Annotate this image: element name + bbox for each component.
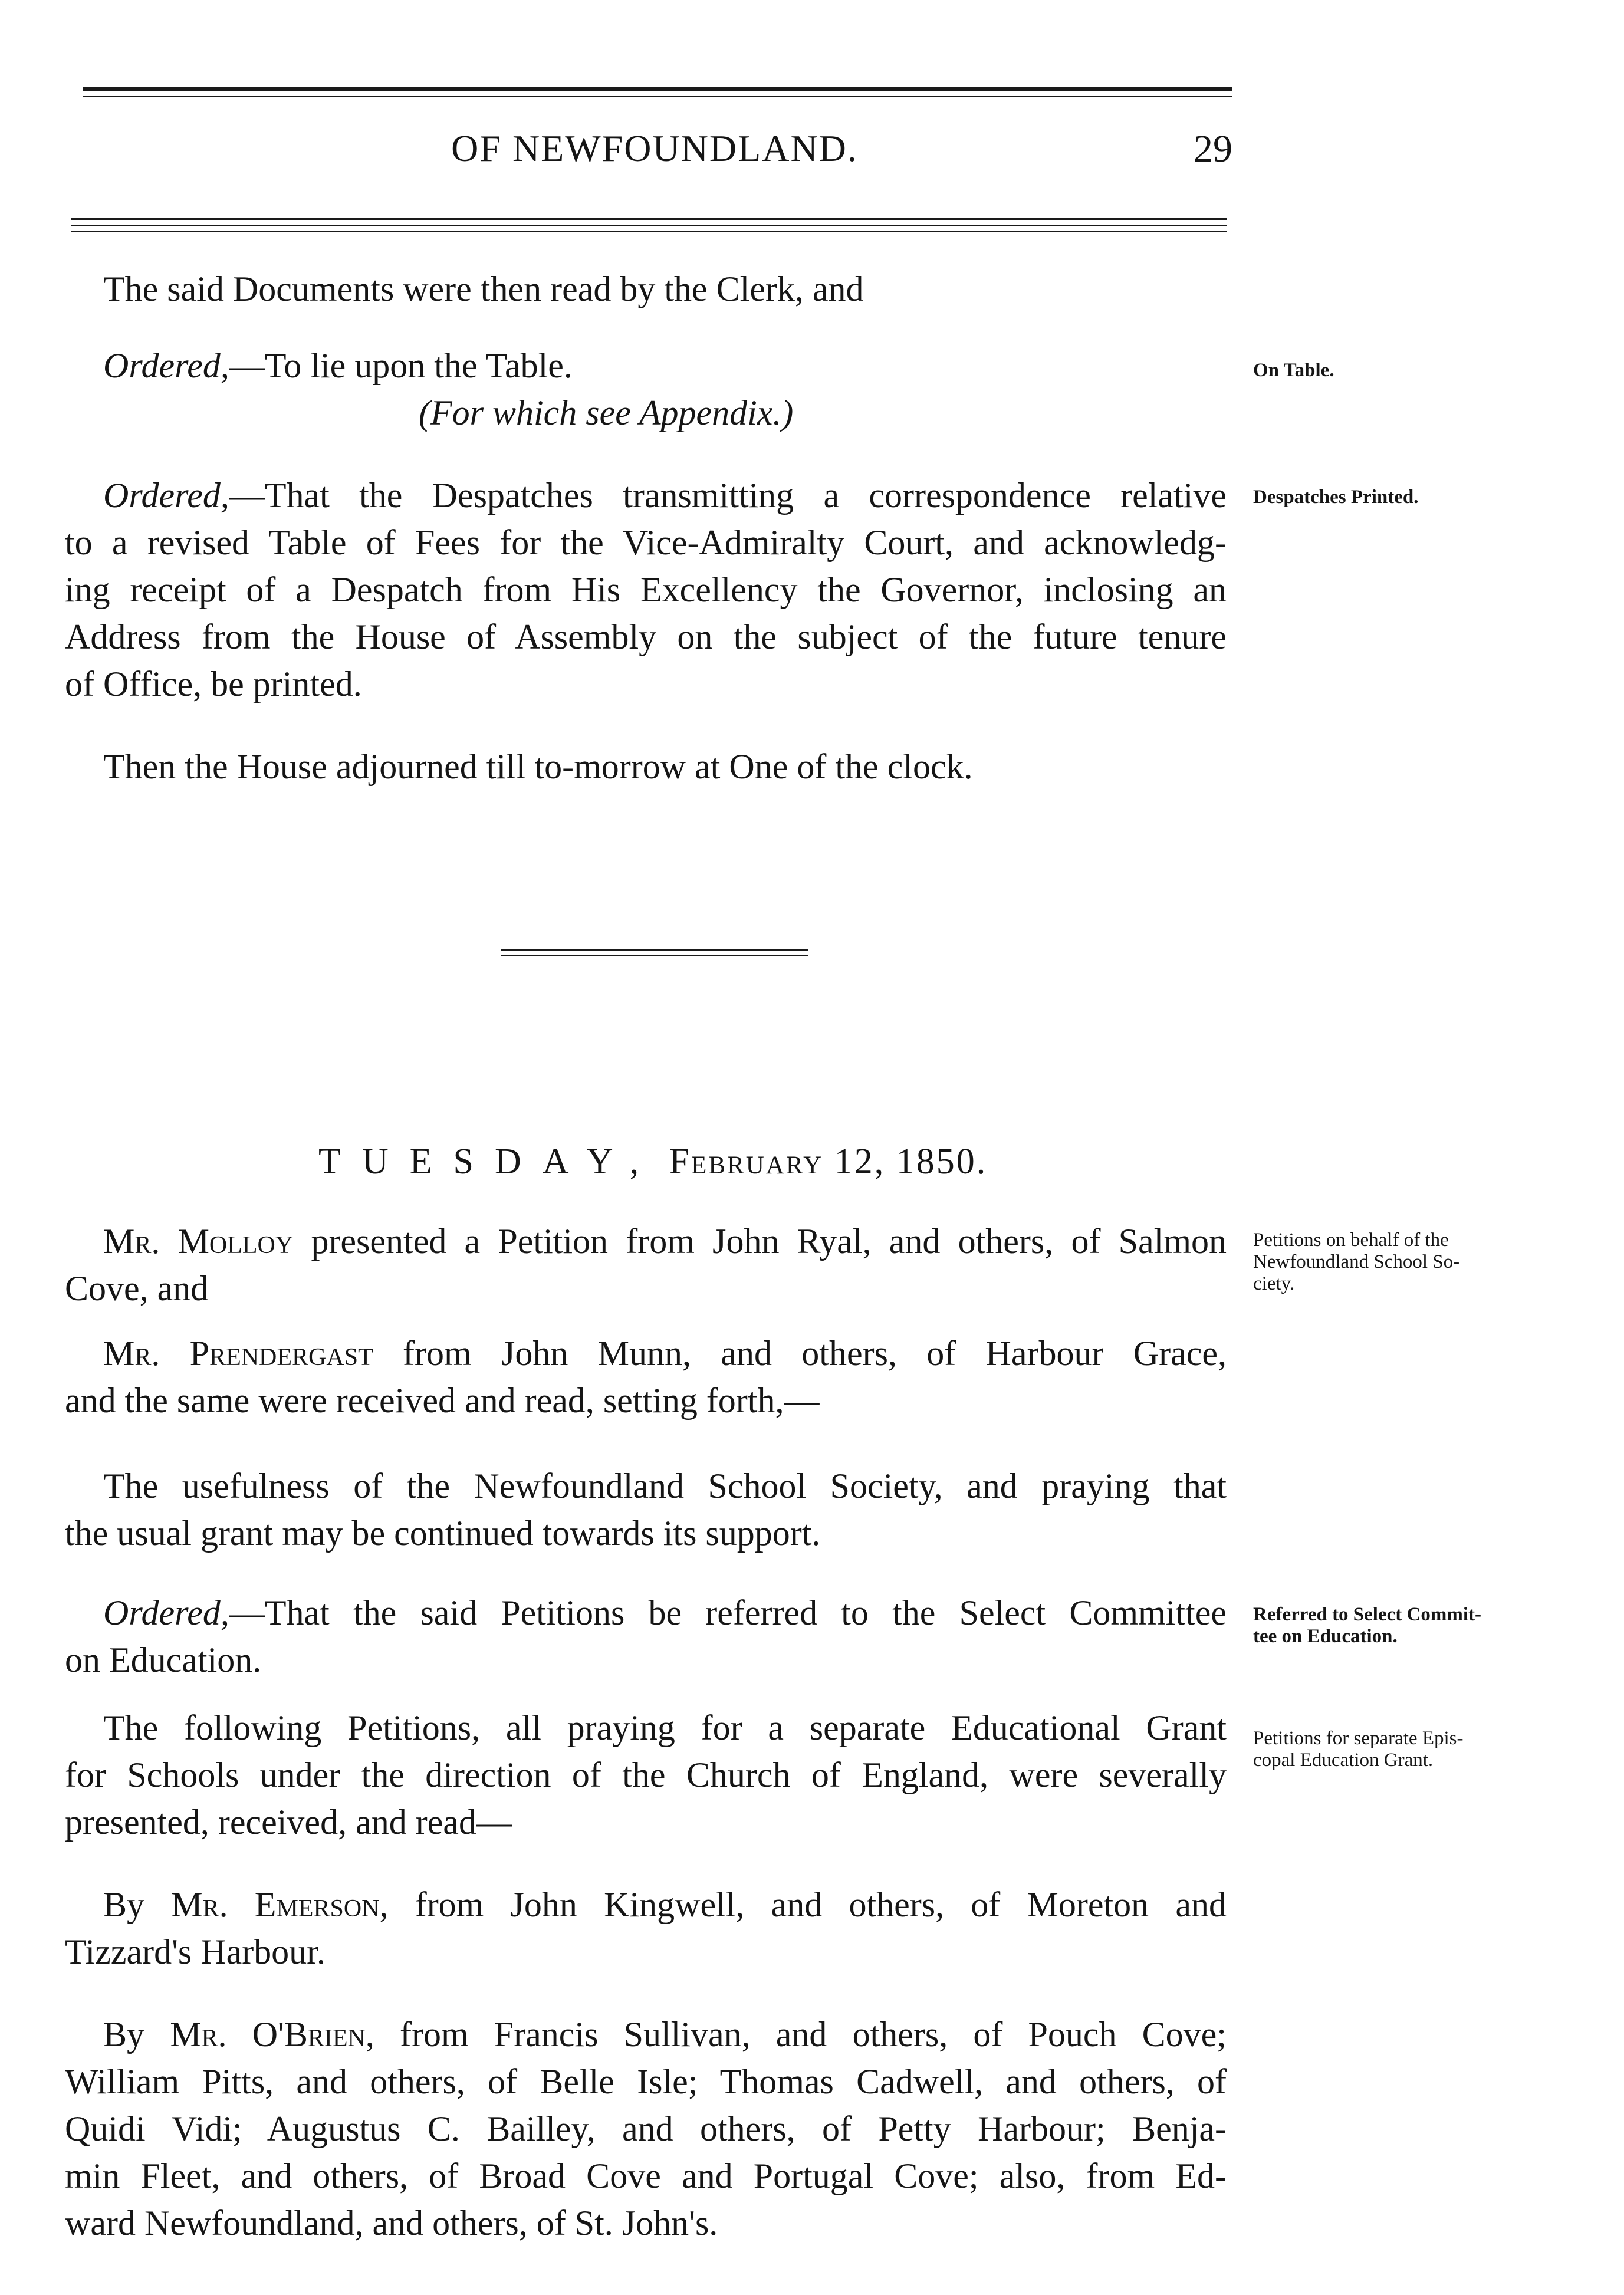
paragraph-documents-read: The said Documents were then read by the Clerk, and [103,269,864,308]
margin-note-school-society: Petitions on behalf of the Newfoundland School So- ciety. [1253,1229,1460,1294]
day-heading [318,1141,987,1183]
margin-note-on-table: On Table. [1253,360,1334,381]
paragraph-following-petitions: The following Petitions, all praying for a separate Educational Grant for Schools under the direction of the Church of England, were severally presented, received, and read— [65,1708,1227,1842]
margin-note-episcopal-grant: Petitions for separate Epis- copal Education Grant. [1253,1728,1464,1771]
paragraph-molloy: Mr. Molloy presented a Petition from John Ryal, and others, of Salmon Cove, and [65,1222,1227,1308]
page-number: 29 [1194,127,1232,170]
paragraph-prendergast: Mr. Prendergast from John Munn, and others, of Harbour Grace, and the same were received and read, setting forth,— [65,1334,1227,1420]
paragraph-obrien: By Mr. O'Brien, from Francis Sullivan, and others, of Pouch Cove; William Pitts, and others, of Belle Isle; Thomas Cadwell, and others, of Quidi Vidi; Augustus C. Bailley, and others, of Petty Harbour; Benja- min Fleet, and others, of Broad Cove and Portugal Cove; also, from Ed- ward Newfoundland, and others, of St. John's. [65,2015,1227,2243]
section-divider [501,949,808,951]
section-divider-thin [501,955,808,956]
header-top-rule [83,87,1232,91]
paragraph-despatches: Ordered,—That the Despatches transmitting a correspondence relative to a revised Table of Fees for the Vice-Admiralty Court, and acknowledg- ing receipt of a Despatch from His Excellency the Governor, inclosing an Address from the House of Assembly on the subject of the future tenure of Office, be printed. [65,476,1227,703]
day-name: TUESDAY, [318,1142,660,1182]
margin-note-referred-select: Referred to Select Commit- tee on Education. [1253,1604,1481,1647]
header-bottom-rule-2 [71,225,1227,226]
header-bottom-rule [71,218,1227,220]
ordered-label: Ordered, [103,346,229,385]
paragraph-ordered-table: Ordered,—To lie upon the Table. (For which see Appendix.) [103,346,794,432]
paragraph-adjourned: Then the House adjourned till to-morrow at One of the clock. [103,747,973,786]
paragraph-usefulness: The usefulness of the Newfoundland School Society, and praying that the usual grant may be continued towards its support. [65,1467,1227,1553]
running-title: OF NEWFOUNDLAND. [451,127,858,169]
appendix-note: (For which see Appendix.) [419,393,794,432]
margin-note-despatches-printed: Despatches Printed. [1253,486,1419,508]
header-top-rule-thin [83,96,1232,97]
paragraph-emerson: By Mr. Emerson, from John Kingwell, and others, of Moreton and Tizzard's Harbour. [65,1885,1227,1971]
header-bottom-rule-3 [71,231,1227,232]
day-date: February 12, 1850. [669,1142,988,1182]
paragraph-ordered-referred: Ordered,—That the said Petitions be referred to the Select Committee on Education. [65,1593,1227,1679]
